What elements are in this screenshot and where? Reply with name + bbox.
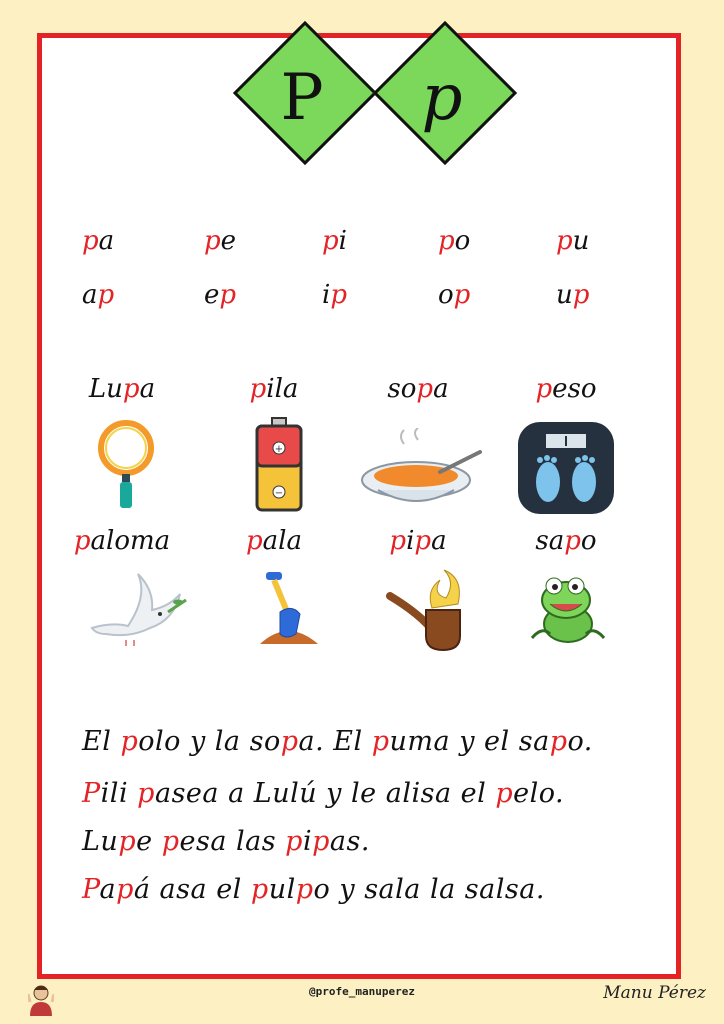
sentence-text: olo y la so (138, 726, 281, 757)
sentence-letter-p: p (120, 726, 139, 757)
syllable (556, 280, 636, 310)
syllable-text: a (82, 280, 98, 310)
syllable-text: e (204, 280, 220, 310)
word-letter-p: p (564, 526, 581, 556)
sentence-letter-p: p (295, 874, 314, 905)
syllable (82, 226, 162, 256)
sentence-text: a. El (298, 726, 372, 757)
syllable-letter-p: p (572, 280, 590, 310)
sentence-text: elo. (513, 778, 565, 809)
sentence-text: uma y el sa (389, 726, 550, 757)
word-label (52, 526, 192, 556)
word-letter-p: p (246, 526, 263, 556)
word-letter-p: p (414, 526, 432, 556)
syllable (204, 280, 284, 310)
syllable (438, 280, 518, 310)
magnifying-glass-icon (96, 418, 156, 510)
reading-sentence (82, 726, 593, 757)
soup-bowl-icon (360, 428, 484, 508)
sentence-text: esa las (179, 826, 286, 857)
word-label (348, 526, 488, 556)
sentence-text: á asa el (133, 874, 251, 905)
syllable-text: o (454, 226, 471, 256)
sentence-text: e (136, 826, 162, 857)
syllable-letter-p: p (97, 280, 115, 310)
author-handle: @profe_manuperez (309, 985, 415, 998)
syllable (438, 226, 518, 256)
sentence-text: ili (100, 778, 138, 809)
syllable-text: u (572, 226, 590, 256)
scale-icon (516, 420, 616, 516)
sentence-text: El (82, 726, 121, 757)
sentence-text: o y sala la salsa. (313, 874, 545, 905)
word-text: i (406, 526, 415, 556)
word-letter-p: p (249, 374, 267, 404)
word-text: o (580, 526, 597, 556)
word-text: ila (266, 374, 299, 404)
syllable-text: a (98, 226, 115, 256)
word-letter-p: p (73, 526, 91, 556)
syllable-text: e (220, 226, 237, 256)
reading-sentence (82, 778, 564, 809)
word-letter-p: p (535, 374, 553, 404)
syllable (322, 280, 402, 310)
word-text: eso (552, 374, 597, 404)
word-letter-p: p (389, 526, 407, 556)
sentence-text: asea a Lulú y le alisa el (154, 778, 496, 809)
syllable-text: u (556, 280, 573, 310)
sentence-letter-p: p (280, 726, 299, 757)
word-text: aloma (90, 526, 171, 556)
sentence-letter-p: P (82, 874, 100, 905)
sentence-letter-p: p (549, 726, 568, 757)
syllable-letter-p: p (82, 226, 99, 256)
syllable-letter-p: p (453, 280, 471, 310)
sentence-letter-p: p (118, 826, 137, 857)
sentence-letter-p: p (116, 874, 134, 905)
word-label (204, 374, 344, 404)
syllable (82, 280, 162, 310)
svg-text:+: + (274, 444, 284, 455)
sentence-letter-p: p (312, 826, 330, 857)
sentence-letter-p: p (137, 778, 155, 809)
sentence-text: Lu (82, 826, 119, 857)
author-signature: Manu Pérez (603, 983, 706, 1003)
word-text: Lu (88, 374, 123, 404)
word-text: so (387, 374, 417, 404)
word-text: ala (262, 526, 302, 556)
sentence-letter-p: p (495, 778, 514, 809)
word-text: a (433, 374, 449, 404)
syllable-letter-p: p (330, 280, 347, 310)
sentence-text: a (99, 874, 117, 905)
sentence-text: o. (567, 726, 593, 757)
word-text: sa (535, 526, 565, 556)
sentence-text: as. (329, 826, 370, 857)
word-letter-p: p (416, 374, 434, 404)
sentence-text: i (302, 826, 313, 857)
word-label (496, 374, 636, 404)
syllable-letter-p: p (556, 226, 573, 256)
word-text: a (139, 374, 156, 404)
dove-icon (82, 568, 190, 648)
word-letter-p: p (122, 374, 140, 404)
sentence-letter-p: p (161, 826, 180, 857)
shovel-icon (256, 566, 322, 648)
syllable-letter-p: p (438, 226, 455, 256)
frog-icon (526, 572, 608, 650)
word-label (52, 374, 192, 404)
reading-sentence (82, 874, 545, 905)
sentence-letter-p: p (371, 726, 390, 757)
syllable-text: o (438, 280, 454, 310)
word-label (204, 526, 344, 556)
reading-sentence (82, 826, 370, 857)
syllable-letter-p: p (219, 280, 237, 310)
syllable-letter-p: p (204, 226, 221, 256)
pipe-icon (386, 566, 470, 652)
sentence-letter-p: p (285, 826, 303, 857)
title-letter-upper: P (280, 61, 324, 135)
title-letter-lower: p (421, 61, 463, 135)
syllable-text: i (338, 226, 347, 256)
syllable-letter-p: p (322, 226, 339, 256)
word-text: a (431, 526, 447, 556)
sentence-text: ul (268, 874, 296, 905)
syllable (204, 226, 284, 256)
word-label (496, 526, 636, 556)
svg-text:−: − (274, 488, 284, 499)
word-label (348, 374, 488, 404)
battery-icon (253, 416, 305, 514)
syllable-text: i (322, 280, 331, 310)
syllable (556, 226, 636, 256)
sentence-letter-p: P (82, 778, 101, 809)
sentence-letter-p: p (250, 874, 269, 905)
syllable (322, 226, 402, 256)
